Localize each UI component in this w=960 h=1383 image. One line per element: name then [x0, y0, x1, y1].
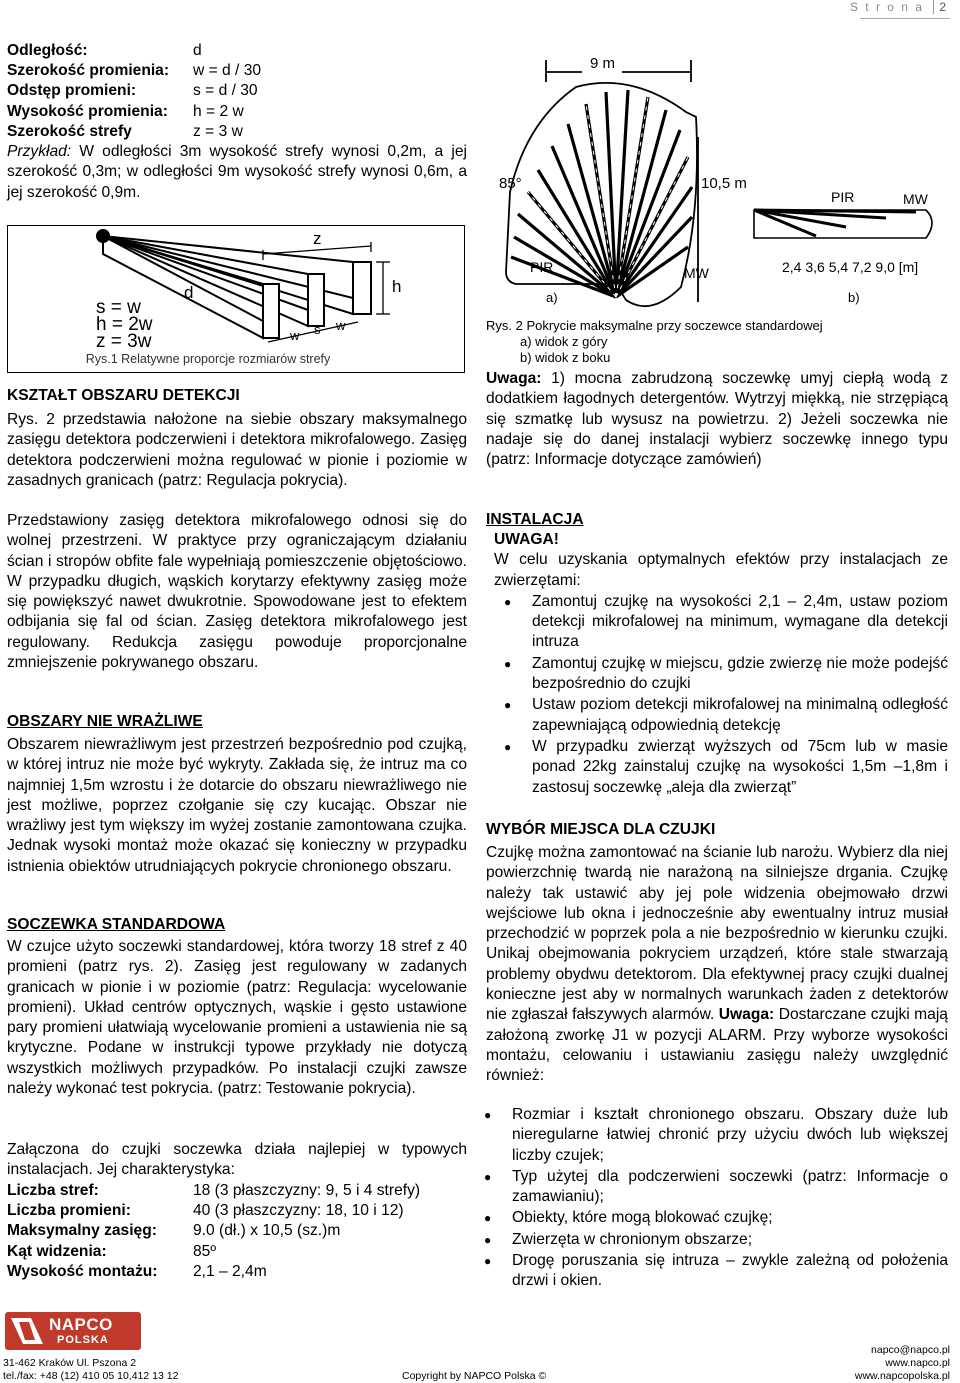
- footer-address-1: 31-462 Kraków Ul. Pszona 2: [3, 1357, 137, 1369]
- s-label: s: [314, 322, 321, 337]
- w-label-1: w: [290, 328, 300, 343]
- soczewka-paragraph-1: W czujce użyto soczewki standardowej, która tworzy 18 stref z 40 promieni (patrz rys. 2). Zasięg jest regulowany w zadanych granicach w pionie i w poziomie (patrz: Regulacja: wycelowanie promieni). Układ centrów optycznych, wąskie i gęsto ustawione pary promieni ułatwiają wycelowanie promieni a ustawienia nie są krytyczne. Podane w instrukcji typowe przykłady nie dotyczą wszystkich możliwych przypadków. Po instalacji czujki zawsze należy wykonać test pokrycia. (patrz: Testowanie pokrycia).: [7, 938, 467, 1098]
- eq-h-2w: h = 2w: [96, 314, 153, 335]
- zone-proportions-diagram: [8, 226, 464, 372]
- angle-label: 85°: [499, 175, 522, 192]
- z-label: z: [313, 229, 322, 248]
- list-item: ● Zamontuj czujkę w miejscu, gdzie zwierzę nie może podejść bezpośrednio do czujki: [494, 654, 948, 695]
- sub-a-label: a): [546, 290, 558, 305]
- pir-label-b: PIR: [831, 189, 855, 205]
- example-paragraph: Przykład: W odległości 3m wysokość strefy wynosi 0,2m, a jej szerokość 0,3m; w odległości 9m wysokość strefy wynosi 0,6m, a jej szerokość 0,9m.: [7, 143, 467, 201]
- ksztalt-paragraph-2: Przedstawiony zasięg detektora mikrofalowego odnosi się do wolnej przestrzeni. W praktyce przy ograniczającym działaniu ścian i stropów obfite fale wypełniają pomieszczenie objętościowo. W przypadku długich, wąskich korytarzy efektywny zasięg może się powiększyć nawet dwukrotnie. Spowodowane jest to efektem odbijania się fal od ścian. Zasięg detektora mikrofalowego jest regulowany. Redukcja zasięgu powoduje proporcjonalne zmniejszenie pokrywanego obszaru.: [7, 512, 467, 672]
- instalacja-title: INSTALACJA: [486, 511, 584, 528]
- obszary-title: OBSZARY NIE WRAŻLIWE: [7, 713, 203, 730]
- list-item: ● Zwierzęta w chronionym obszarze;: [474, 1230, 948, 1250]
- napco-logo: [5, 1312, 141, 1350]
- mw-label-b: MW: [903, 191, 928, 207]
- specs-table: Liczba stref: 18 (3 płaszczyzny: 9, 5 i 4 strefy) Liczba promieni: 40 (3 płaszczyzny: 18, 10 i 12) Maksymalny zasięg: 9.0 (dł.) x 10,5 (sz.)m Kąt widzenia: 85º Wysokość montażu: 2,1 – 2,4m: [7, 1182, 421, 1280]
- warning-label: UWAGA!: [494, 531, 559, 548]
- wybor-list: [474, 1105, 948, 1293]
- list-item: ● Rozmiar i kształt chronionego obszaru. Obszary duże lub nieregularne łatwiej chronić przy użyciu dwóch lub większej liczby czujek;: [474, 1105, 948, 1166]
- list-item: ● Obiekty, które mogą blokować czujkę;: [474, 1208, 948, 1228]
- list-item: ● W przypadku zwierząt wyższych od 75cm lub w masie ponad 22kg zainstaluj czujkę na wysokości 1,5m –1,8m i zastosuj soczewkę „aleja dla zwierząt”: [494, 737, 948, 798]
- w-label-2: w: [336, 318, 346, 333]
- figure-2-caption: Rys. 2 Pokrycie maksymalne przy soczewce standardowej a) widok z góry b) widok z boku: [486, 318, 823, 365]
- scale-label: 2,4 3,6 5,4 7,2 9,0 [m]: [782, 259, 919, 275]
- list-item: ● Typ użytej dla podczerwieni soczewki (patrz: Informacje o zamawianiu);: [474, 1167, 948, 1208]
- logo-text-2: POLSKA: [57, 1334, 109, 1346]
- logo-text-1: NAPCO: [49, 1315, 113, 1334]
- page-label: S t r o n a: [849, 0, 924, 14]
- soczewka-title: SOCZEWKA STANDARDOWA: [7, 916, 226, 933]
- instalacja-intro: W celu uzyskania optymalnych efektów przy instalacjach ze zwierzętami:: [494, 551, 948, 589]
- obszary-paragraph: Obszarem niewrażliwym jest przestrzeń bezpośrednio pod czujką, w której intruz nie może być wykryty. Zakłada się, że intruz ma co najmniej 1,5m wzrostu i że dotarcie do obszaru niewrażliwego nie jest możliwe, poprzez czołganie się czy kucając. Obszar nie wrażliwy jest tym większy im wyżej zostanie zamontowana czujka. Jednak wysoki montaż może okazać się konieczny w przypadku istnienia obiektów utrudniających pokrycie chronionego obszaru.: [7, 736, 467, 875]
- ksztalt-title: KSZTAŁT OBSZARU DETEKCJI: [7, 387, 240, 404]
- pir-label-a: PIR: [530, 259, 554, 275]
- h-label: h: [392, 277, 402, 296]
- figure-2: [486, 42, 956, 310]
- width-label: 9 m: [590, 55, 616, 72]
- coverage-diagram: [486, 42, 956, 310]
- instalacja-list: [494, 592, 948, 798]
- list-item: ● Zamontuj czujkę na wysokości 2,1 – 2,4m, ustaw poziom detekcji mikrofalowej na minimum, wymagane dla detekcji intruza: [494, 592, 948, 653]
- params-table: Odległość: d Szerokość promienia: w = d / 30 Odstęp promieni: s = d / 30 Wysokość promienia: h = 2 w Szerokość strefy z = 3 w: [7, 42, 262, 140]
- footer-address-2: tel./fax: +48 (12) 410 05 10,412 13 12: [3, 1370, 179, 1382]
- wybor-paragraph: Czujkę można zamontować na ścianie lub narożu. Wybierz dla niej powierzchnię twardą nie narażoną na silniejsze drgania. Czujkę należy tak ustawić aby jej pole widzenia obejmowało drzwi wejściowe lub okna i jednocześnie aby ewentualny intruz musiał przechodzić w poprzek pola a nie bezpośrednio w kierunku czujki. Unikaj obejmowania pokryciem urządzeń, które stale stwarzają problemy obydwu detektorom. Dla efektywnej pracy czujki dualnej konieczne jest aby w normalnych warunkach żaden z detektorów nie zgłaszał fałszywych alarmów. Uwaga: Dostarczane czujki mają założoną zworkę J1 w pozycji ALARM. Przy wyborze wysokości montażu, celowaniu i ustawianiu zasięgu należy uwzględnić również:: [486, 844, 948, 1085]
- eq-s-w: s = w: [96, 297, 141, 318]
- wybor-title: WYBÓR MIEJSCA DLA CZUJKI: [486, 821, 716, 838]
- eq-z-3w: z = 3w: [96, 331, 152, 352]
- uwaga-paragraph: Uwaga: 1) mocna zabrudzoną soczewkę umyj ciepłą wodą z dodatkiem łagodnych detergentów. Wytrzyj miękką, nie strzępiącą się szmatkę lub wysusz na powietrzu. 2) Jeżeli soczewka nie nadaje się do danej instalacji wybierz soczewkę innego typu (patrz: Informacje dotyczące zamówień): [486, 370, 948, 469]
- ksztalt-paragraph-1: Rys. 2 przedstawia nałożone na siebie obszary maksymalnego zasięgu detektora podczerwieni i detektora mikrofalowego. Zasięg detektora podczerwieni można regulować w pionie i poziomie w zasadnych granicach (patrz: Regulacja pokrycia).: [7, 411, 467, 489]
- figure-1: [7, 225, 465, 373]
- footer-email[interactable]: napco@napco.pl: [871, 1344, 950, 1356]
- list-item: ● Ustaw poziom detekcji mikrofalowej na minimalną odległość zapewniającą odpowiednią detekcję: [494, 695, 948, 736]
- mw-label-a: MW: [684, 265, 709, 281]
- figure-1-caption: Rys.1 Relatywne proporcje rozmiarów strefy: [85, 352, 331, 366]
- footer-website-2[interactable]: www.napcopolska.pl: [854, 1370, 950, 1382]
- list-item: ● Drogę poruszania się intruza – zwykle zależną od położenia drzwi i okien.: [474, 1251, 948, 1292]
- footer-website-1[interactable]: www.napco.pl: [885, 1357, 950, 1369]
- range-label: 10,5 m: [701, 175, 747, 192]
- page-header: [850, 0, 948, 14]
- sub-b-label: b): [848, 290, 860, 305]
- instalacja-box: [494, 530, 948, 799]
- footer-copyright: Copyright by NAPCO Polska ©: [402, 1370, 547, 1382]
- soczewka-paragraph-2: Załączona do czujki soczewka działa najlepiej w typowych instalacjach. Jej charakterystyka:: [7, 1141, 467, 1179]
- page-number: 2: [933, 0, 948, 14]
- d-label: d: [184, 283, 194, 302]
